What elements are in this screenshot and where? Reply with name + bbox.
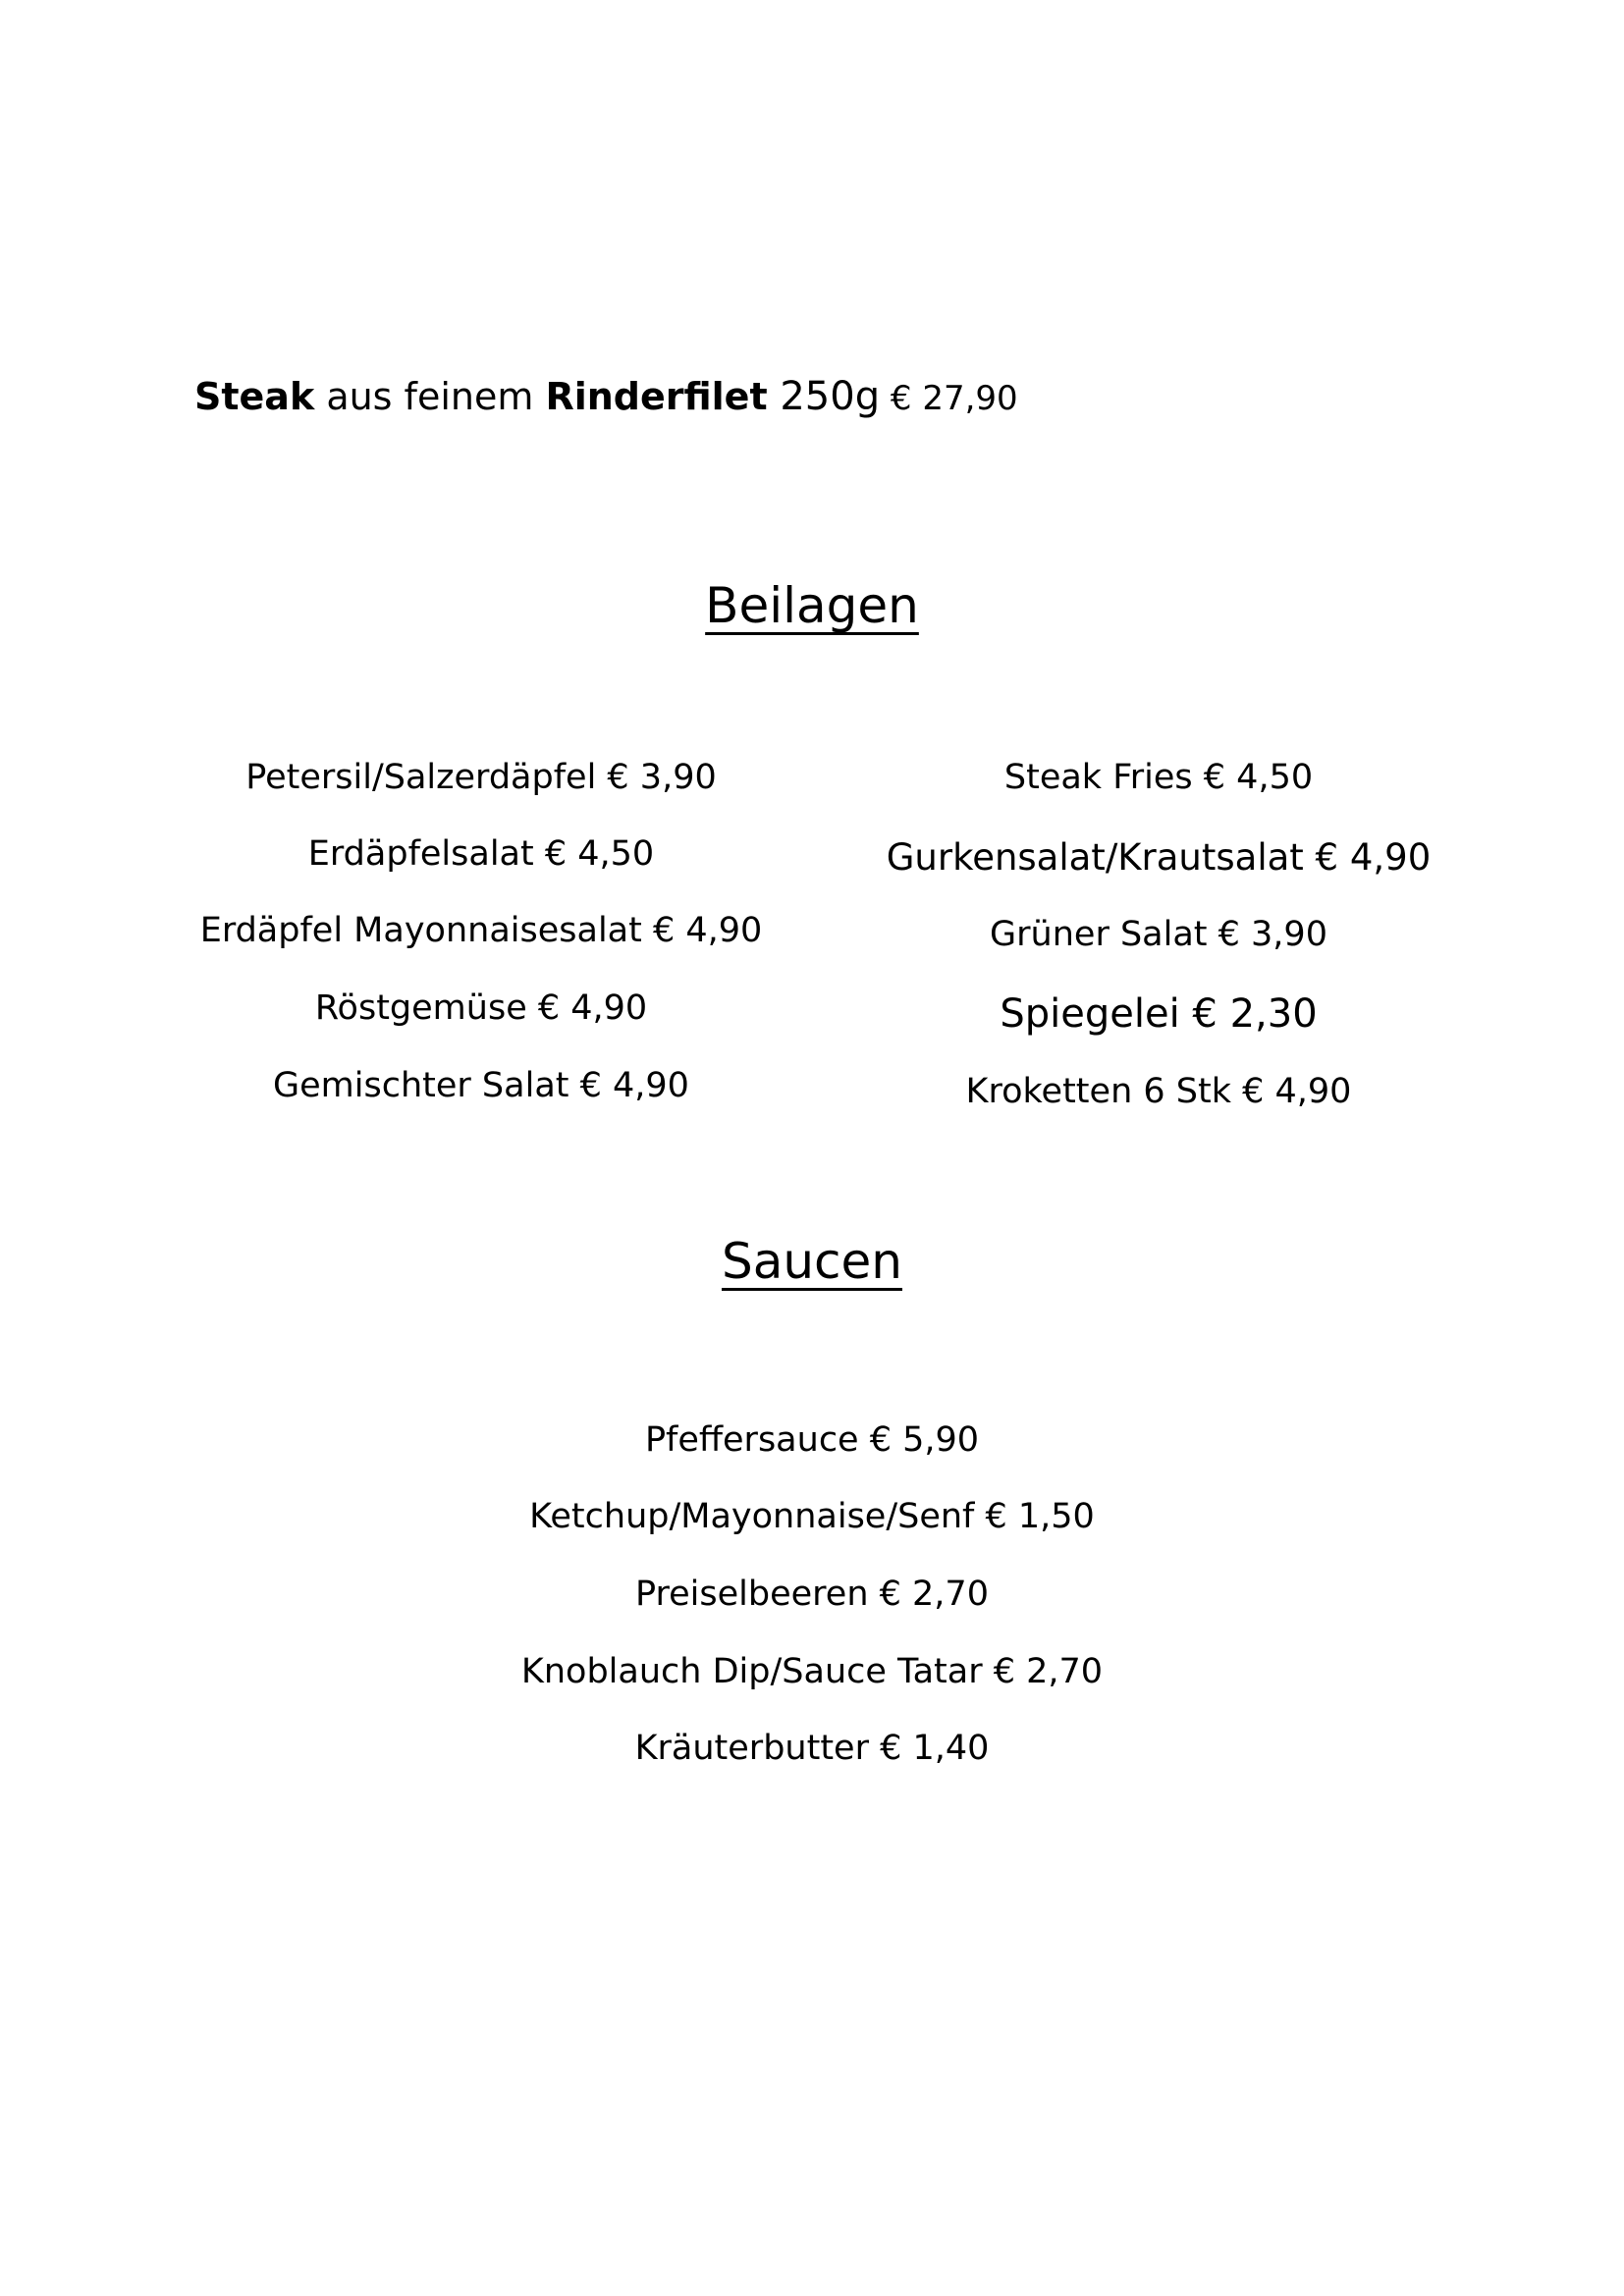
section-heading-beilagen: Beilagen <box>705 577 919 634</box>
section-heading-saucen: Saucen <box>721 1233 902 1290</box>
menu-item: Pfeffersauce € 5,90 <box>644 1420 980 1460</box>
steak-cut-bold: Rinderfilet <box>545 375 768 418</box>
menu-item: Kräuterbutter € 1,40 <box>634 1729 990 1768</box>
menu-item: Gemischter Salat € 4,90 <box>273 1066 689 1105</box>
menu-item: Erdäpfelsalat € 4,50 <box>307 834 655 874</box>
beilagen-left-column <box>187 758 776 1153</box>
menu-item: Erdäpfel Mayonnaisesalat € 4,90 <box>199 911 763 950</box>
beilagen-right-column <box>854 758 1463 1153</box>
menu-item: Ketchup/Mayonnaise/Senf € 1,50 <box>529 1497 1095 1536</box>
saucen-column <box>468 1420 1156 1777</box>
steak-name-bold: Steak <box>194 375 315 418</box>
menu-item: Gurkensalat/Krautsalat € 4,90 <box>886 836 1432 879</box>
menu-item: Kroketten 6 Stk € 4,90 <box>965 1072 1352 1111</box>
menu-item: Spiegelei € 2,30 <box>1000 991 1318 1037</box>
menu-item: Knoblauch Dip/Sauce Tatar € 2,70 <box>520 1652 1104 1691</box>
steak-weight: 250g <box>767 374 881 419</box>
menu-item: Steak Fries € 4,50 <box>1003 758 1314 797</box>
menu-item: Petersil/Salzerdäpfel € 3,90 <box>245 758 717 797</box>
menu-item: Röstgemüse € 4,90 <box>314 988 648 1028</box>
menu-item: Grüner Salat € 3,90 <box>990 915 1327 954</box>
steak-price: € 27,90 <box>880 379 1018 418</box>
menu-item: Preiselbeeren € 2,70 <box>635 1575 989 1614</box>
steak-item <box>194 374 1018 419</box>
steak-desc: aus feinem <box>314 375 546 418</box>
